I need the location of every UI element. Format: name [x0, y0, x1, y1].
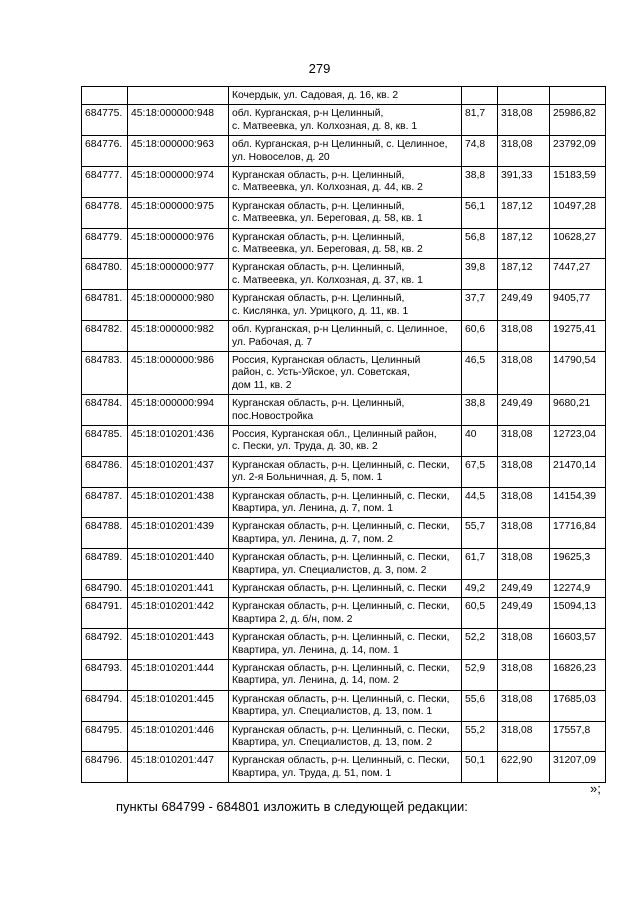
cadastral-number-cell: 45:18:010201:443	[128, 629, 229, 660]
address-cell	[229, 321, 462, 352]
rate-cell: 318,08	[498, 425, 550, 456]
cadastral-number-cell: 45:18:010201:438	[128, 487, 229, 518]
cadastral-number-cell: 45:18:010201:441	[128, 580, 229, 598]
value-cell: 12274,9	[550, 580, 606, 598]
area-cell: 37,7	[462, 290, 498, 321]
value-cell: 25986,82	[550, 105, 606, 136]
address-line: Курганская область, р-н. Целинный, с. Пески	[232, 583, 447, 594]
address-cell	[229, 425, 462, 456]
area-cell: 38,8	[462, 167, 498, 198]
address-cell	[229, 518, 462, 549]
rate-cell: 318,08	[498, 136, 550, 167]
row-number-cell: 684792.	[82, 629, 128, 660]
cadastral-number-cell: 45:18:000000:982	[128, 321, 229, 352]
area-cell: 52,2	[462, 629, 498, 660]
value-cell: 10497,28	[550, 197, 606, 228]
table-row	[82, 136, 606, 167]
value-cell: 17557,8	[550, 721, 606, 752]
value-cell: 9680,21	[550, 395, 606, 426]
cadastral-number-cell: 45:18:010201:444	[128, 660, 229, 691]
value-cell: 16603,57	[550, 629, 606, 660]
cadastral-number-cell: 45:18:010201:447	[128, 752, 229, 783]
area-cell: 38,8	[462, 395, 498, 426]
address-line: Курганская область, р-н. Целинный,	[232, 293, 405, 305]
address-cell	[229, 395, 462, 426]
cadastral-number-cell: 45:18:010201:437	[128, 456, 229, 487]
row-number-cell: 684777.	[82, 167, 128, 198]
address-cell	[229, 228, 462, 259]
address-line: Курганская область, р-н. Целинный, с. Пески,	[232, 552, 450, 564]
rate-cell: 249,49	[498, 598, 550, 629]
table-row	[82, 351, 606, 394]
rate-cell: 318,08	[498, 105, 550, 136]
row-number-cell: 684782.	[82, 321, 128, 352]
address-line: Россия, Курганская обл., Целинный район,	[232, 428, 437, 440]
address-cell	[229, 105, 462, 136]
table-row	[82, 487, 606, 518]
cadastral-number-cell: 45:18:010201:442	[128, 598, 229, 629]
row-number-cell: 684775.	[82, 105, 128, 136]
table-row	[82, 598, 606, 629]
address-line: Курганская область, р-н. Целинный, с. Пески,	[232, 459, 450, 471]
rate-cell: 318,08	[498, 321, 550, 352]
address-line: обл. Курганская, р-н Целинный, с. Целинное,	[232, 324, 448, 336]
table-row	[82, 752, 606, 783]
address-cell	[229, 721, 462, 752]
rate-cell	[498, 87, 550, 105]
area-cell: 49,2	[462, 580, 498, 598]
rate-cell: 318,08	[498, 518, 550, 549]
address-line: дом 11, кв. 2	[232, 379, 292, 391]
value-cell: 17685,03	[550, 690, 606, 721]
value-cell	[550, 87, 606, 105]
area-cell: 46,5	[462, 351, 498, 394]
cadastral-number-cell: 45:18:010201:439	[128, 518, 229, 549]
value-cell: 7447,27	[550, 259, 606, 290]
area-cell: 81,7	[462, 105, 498, 136]
row-number-cell: 684787.	[82, 487, 128, 518]
value-cell: 12723,04	[550, 425, 606, 456]
row-number-cell: 684784.	[82, 395, 128, 426]
address-line: Курганская область, р-н. Целинный,	[232, 200, 405, 212]
registry-table-body	[82, 87, 606, 783]
rate-cell: 318,08	[498, 690, 550, 721]
address-line: Курганская область, р-н. Целинный,	[232, 231, 405, 243]
address-cell	[229, 456, 462, 487]
row-number-cell	[82, 87, 128, 105]
address-cell	[229, 136, 462, 167]
area-cell: 50,1	[462, 752, 498, 783]
row-number-cell: 684781.	[82, 290, 128, 321]
address-line: Квартира, ул. Специалистов, д. 3, пом. 2	[232, 564, 427, 576]
rate-cell: 318,08	[498, 487, 550, 518]
row-number-cell: 684786.	[82, 456, 128, 487]
rate-cell: 318,08	[498, 721, 550, 752]
rate-cell: 622,90	[498, 752, 550, 783]
address-line: Курганская область, р-н. Целинный, с. Пески,	[232, 693, 450, 705]
value-cell: 17716,84	[550, 518, 606, 549]
cadastral-number-cell: 45:18:010201:436	[128, 425, 229, 456]
registry-table	[81, 86, 606, 783]
rate-cell: 249,49	[498, 290, 550, 321]
area-cell: 74,8	[462, 136, 498, 167]
address-line: с. Матвеевка, ул. Береговая, д. 58, кв. 1	[232, 213, 423, 225]
address-cell	[229, 752, 462, 783]
cadastral-number-cell: 45:18:000000:948	[128, 105, 229, 136]
row-number-cell: 684788.	[82, 518, 128, 549]
table-row	[82, 290, 606, 321]
table-row	[82, 549, 606, 580]
table-row	[82, 518, 606, 549]
address-line: Курганская область, р-н. Целинный, с. Пески,	[232, 724, 450, 736]
address-line: с. Кислянка, ул. Урицкого, д. 11, кв. 1	[232, 305, 409, 317]
table-row	[82, 197, 606, 228]
address-line: Квартира, ул. Ленина, д. 14, пом. 1	[232, 644, 399, 656]
address-line: Курганская область, р-н. Целинный,	[232, 170, 405, 182]
value-cell: 14154,39	[550, 487, 606, 518]
value-cell: 15094,13	[550, 598, 606, 629]
address-line: район, с. Усть-Уйское, ул. Советская,	[232, 367, 410, 379]
table-row	[82, 228, 606, 259]
address-line: Курганская область, р-н. Целинный, с. Пески,	[232, 490, 450, 502]
address-line: ул. Новоселов, д. 20	[232, 151, 330, 163]
address-line: Квартира, ул. Ленина, д. 14, пом. 2	[232, 675, 399, 687]
area-cell: 61,7	[462, 549, 498, 580]
cadastral-number-cell: 45:18:000000:986	[128, 351, 229, 394]
table-row	[82, 690, 606, 721]
rate-cell: 187,12	[498, 197, 550, 228]
table-row	[82, 456, 606, 487]
table-row	[82, 660, 606, 691]
rate-cell: 318,08	[498, 549, 550, 580]
table-row	[82, 259, 606, 290]
value-cell: 19625,3	[550, 549, 606, 580]
area-cell: 56,1	[462, 197, 498, 228]
address-line: Квартира, ул. Ленина, д. 7, пом. 1	[232, 502, 393, 514]
row-number-cell: 684790.	[82, 580, 128, 598]
area-cell: 56,8	[462, 228, 498, 259]
area-cell: 60,6	[462, 321, 498, 352]
address-cell	[229, 629, 462, 660]
address-cell	[229, 598, 462, 629]
value-cell: 10628,27	[550, 228, 606, 259]
address-line: с. Матвеевка, ул. Колхозная, д. 8, кв. 1	[232, 120, 418, 132]
cadastral-number-cell: 45:18:000000:976	[128, 228, 229, 259]
cadastral-number-cell: 45:18:010201:440	[128, 549, 229, 580]
area-cell: 67,5	[462, 456, 498, 487]
address-line: с. Пески, ул. Труда, д. 30, кв. 2	[232, 441, 378, 453]
address-line: с. Матвеевка, ул. Береговая, д. 58, кв. 2	[232, 244, 423, 256]
row-number-cell: 684789.	[82, 549, 128, 580]
area-cell: 40	[462, 425, 498, 456]
address-line: Квартира, ул. Ленина, д. 7, пом. 2	[232, 533, 393, 545]
address-line: Курганская область, р-н. Целинный, с. Пески,	[232, 601, 450, 613]
row-number-cell: 684796.	[82, 752, 128, 783]
cadastral-number-cell: 45:18:000000:975	[128, 197, 229, 228]
table-row	[82, 425, 606, 456]
value-cell: 14790,54	[550, 351, 606, 394]
address-line: Квартира 2, д. б/н, пом. 2	[232, 613, 353, 625]
value-cell: 9405,77	[550, 290, 606, 321]
row-number-cell: 684795.	[82, 721, 128, 752]
closing-quote-mark: »;	[590, 781, 601, 796]
rate-cell: 318,08	[498, 660, 550, 691]
rate-cell: 249,49	[498, 580, 550, 598]
cadastral-number-cell: 45:18:000000:974	[128, 167, 229, 198]
area-cell	[462, 87, 498, 105]
address-line: Курганская область, р-н. Целинный,	[232, 398, 405, 410]
value-cell: 15183,59	[550, 167, 606, 198]
cadastral-number-cell: 45:18:000000:994	[128, 395, 229, 426]
area-cell: 39,8	[462, 259, 498, 290]
address-cell	[229, 487, 462, 518]
address-cell	[229, 660, 462, 691]
table-row	[82, 87, 606, 105]
cadastral-number-cell: 45:18:000000:977	[128, 259, 229, 290]
address-cell	[229, 351, 462, 394]
area-cell: 55,2	[462, 721, 498, 752]
rate-cell: 318,08	[498, 456, 550, 487]
area-cell: 55,6	[462, 690, 498, 721]
address-cell	[229, 87, 462, 105]
rate-cell: 249,49	[498, 395, 550, 426]
value-cell: 19275,41	[550, 321, 606, 352]
address-line: Курганская область, р-н. Целинный, с. Пески,	[232, 521, 450, 533]
address-cell	[229, 259, 462, 290]
table-row	[82, 321, 606, 352]
address-line: Курганская область, р-н. Целинный, с. Пески,	[232, 755, 450, 767]
address-line: с. Матвеевка, ул. Колхозная, д. 44, кв. 2	[232, 182, 423, 194]
address-line: обл. Курганская, р-н Целинный,	[232, 108, 384, 120]
row-number-cell: 684778.	[82, 197, 128, 228]
row-number-cell: 684785.	[82, 425, 128, 456]
address-cell	[229, 197, 462, 228]
row-number-cell: 684780.	[82, 259, 128, 290]
page-number: 279	[308, 61, 331, 76]
address-cell	[229, 167, 462, 198]
row-number-cell: 684783.	[82, 351, 128, 394]
row-number-cell: 684791.	[82, 598, 128, 629]
row-number-cell: 684779.	[82, 228, 128, 259]
table-row	[82, 167, 606, 198]
cadastral-number-cell: 45:18:000000:963	[128, 136, 229, 167]
table-row	[82, 105, 606, 136]
rate-cell: 187,12	[498, 259, 550, 290]
row-number-cell: 684776.	[82, 136, 128, 167]
cadastral-number-cell: 45:18:000000:980	[128, 290, 229, 321]
address-line: ул. Рабочая, д. 7	[232, 336, 313, 348]
value-cell: 21470,14	[550, 456, 606, 487]
rate-cell: 318,08	[498, 351, 550, 394]
address-cell	[229, 290, 462, 321]
rate-cell: 391,33	[498, 167, 550, 198]
address-line: ул. 2-я Больничная, д. 5, пом. 1	[232, 472, 383, 484]
address-line: Курганская область, р-н. Целинный, с. Пески,	[232, 632, 450, 644]
value-cell: 23792,09	[550, 136, 606, 167]
address-line: Квартира, ул. Специалистов, д. 13, пом. 1	[232, 706, 433, 718]
area-cell: 55,7	[462, 518, 498, 549]
address-cell	[229, 580, 462, 598]
rate-cell: 187,12	[498, 228, 550, 259]
address-cell	[229, 690, 462, 721]
table-row	[82, 629, 606, 660]
cadastral-number-cell: 45:18:010201:446	[128, 721, 229, 752]
table-row	[82, 580, 606, 598]
table-row	[82, 395, 606, 426]
value-cell: 16826,23	[550, 660, 606, 691]
address-line: с. Матвеевка, ул. Колхозная, д. 37, кв. 1	[232, 274, 423, 286]
row-number-cell: 684794.	[82, 690, 128, 721]
address-line: пос.Новостройка	[232, 410, 314, 422]
area-cell: 60,5	[462, 598, 498, 629]
address-line: Россия, Курганская область, Целинный	[232, 354, 421, 366]
cadastral-number-cell	[128, 87, 229, 105]
value-cell: 31207,09	[550, 752, 606, 783]
address-line: обл. Курганская, р-н Целинный, с. Целинное,	[232, 139, 448, 151]
cadastral-number-cell: 45:18:010201:445	[128, 690, 229, 721]
rate-cell: 318,08	[498, 629, 550, 660]
address-line: Курганская область, р-н. Целинный, с. Пески,	[232, 663, 450, 675]
area-cell: 52,9	[462, 660, 498, 691]
amendment-note: пункты 684799 - 684801 изложить в следующей редакции:	[116, 799, 468, 814]
address-line: Кочердык, ул. Садовая, д. 16, кв. 2	[232, 90, 399, 101]
address-line: Квартира, ул. Специалистов, д. 13, пом. 2	[232, 737, 433, 749]
table-row	[82, 721, 606, 752]
address-line: Квартира, ул. Труда, д. 51, пом. 1	[232, 767, 392, 779]
row-number-cell: 684793.	[82, 660, 128, 691]
address-cell	[229, 549, 462, 580]
area-cell: 44,5	[462, 487, 498, 518]
address-line: Курганская область, р-н. Целинный,	[232, 262, 405, 274]
